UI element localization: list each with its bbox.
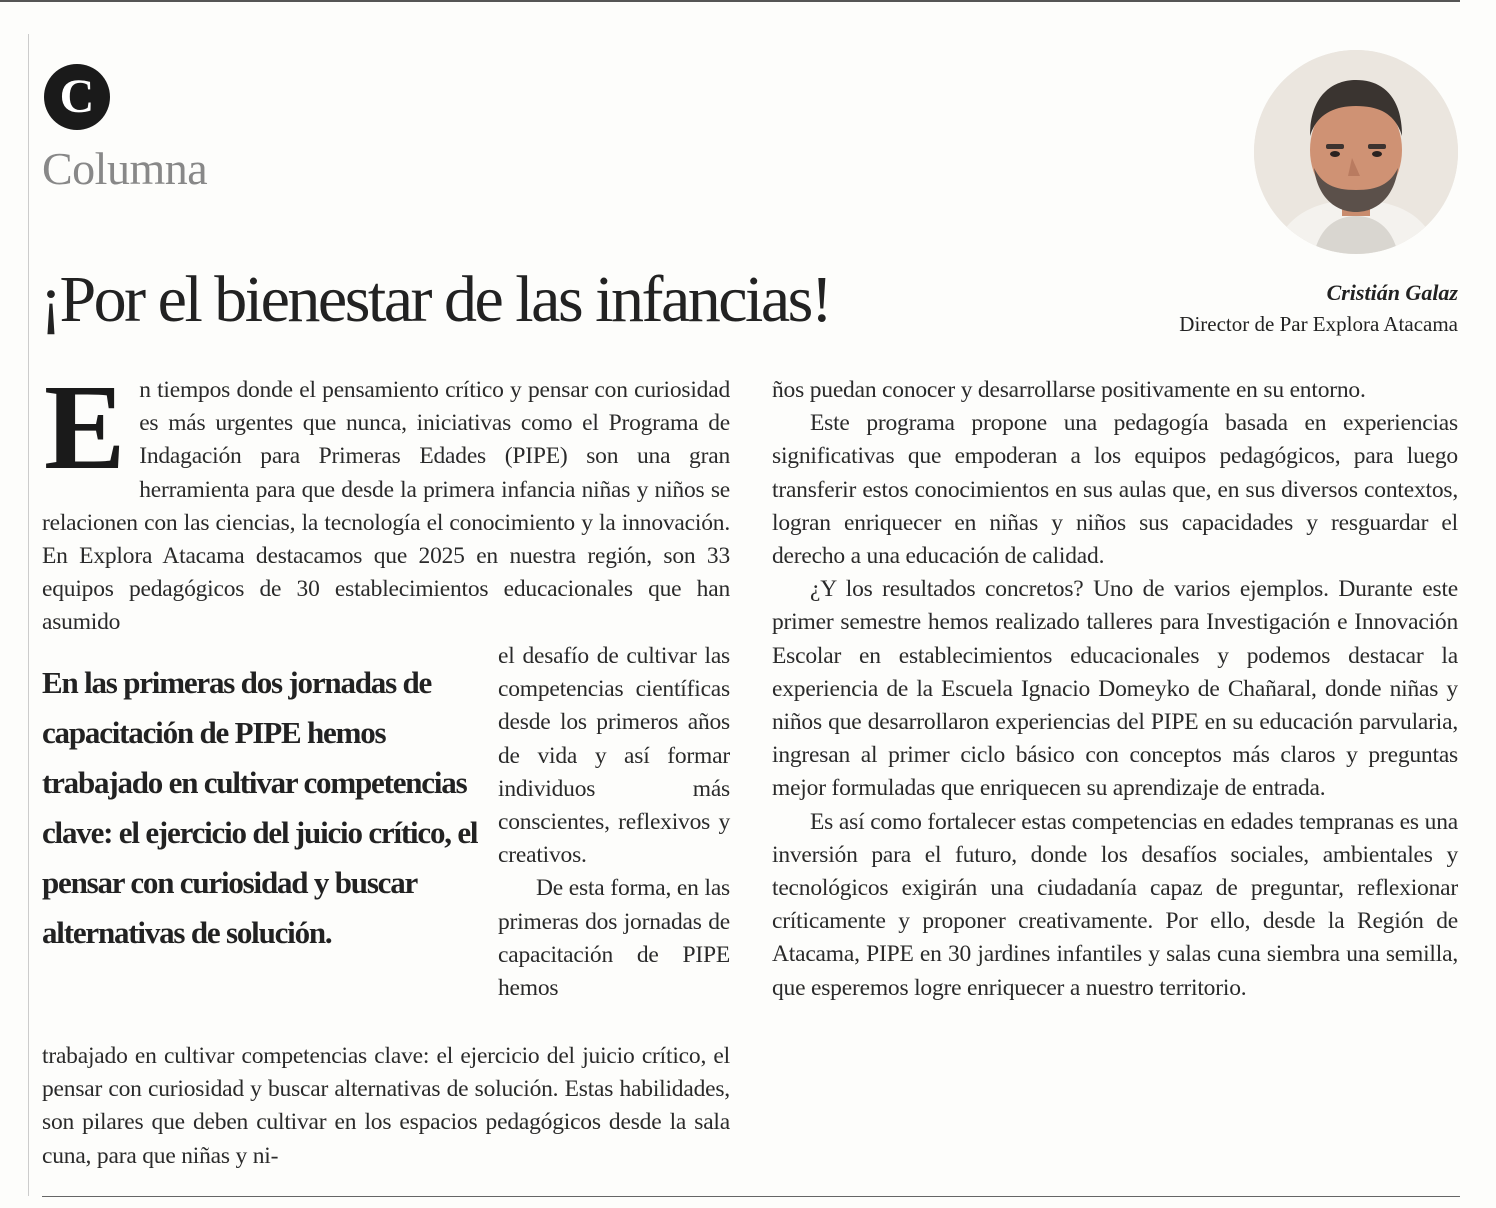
paragraph-2-continued: trabajado en cultivar competencias clave: el ejercicio del juicio crítico, el pensar con curiosidad y buscar alternativas de solución. Estas habilidades, son pilares que deben cultivar en los espacios pedagógicos desde la sala cuna, para que niñas y ni- bbox=[42, 1043, 730, 1169]
section-label: Columna bbox=[42, 143, 208, 194]
column-1-narrow bbox=[498, 640, 730, 1005]
paragraph-5: Es así como fortalecer estas competencias en edades tempranas es una inversión para el futuro, donde los desafíos sociales, ambientales y tecnológicos exigirán una ciudadanía capaz de preguntar, reflexionar críticamente y proponer creativamente. Por ello, desde la Región de Atacama, PIPE en 30 jardines infantiles y salas cuna siembra una semilla, que esperemos logre enriquecer a nuestro territorio. bbox=[772, 808, 1458, 1001]
paragraph-1 bbox=[42, 360, 730, 640]
column-1-top bbox=[42, 360, 730, 640]
paragraph-1-continued: el desafío de cultivar las competencias científicas desde los primeros años de vida y así formar individuos más conscientes, reflexivos y creativos. bbox=[498, 643, 730, 869]
column-1-bottom bbox=[42, 1040, 730, 1173]
bottom-rule bbox=[42, 1196, 1460, 1197]
author-portrait-icon bbox=[1254, 50, 1458, 254]
author-role: Director de Par Explora Atacama bbox=[1179, 312, 1458, 336]
column-2 bbox=[772, 374, 1458, 1005]
paragraph-3: Este programa propone una pedagogía basada en experiencias significativas que empoderan a los equipos pedagógicos, para luego transferir estos conocimientos en sus aulas que, en sus diversos contextos, logran enriquecer en niñas y niños sus capacidades y resguardar el derecho a una educación de calidad. bbox=[772, 410, 1458, 570]
pull-quote: En las primeras dos jornadas de capacitación de PIPE hemos trabajado en cultivar competencias clave: el ejercicio del juicio crítico, el pensar con curiosidad y buscar alternativas de solución. bbox=[42, 665, 478, 950]
drop-cap: E bbox=[44, 360, 126, 495]
paragraph-2-end: ños puedan conocer y desarrollarse positivamente en su entorno. bbox=[772, 377, 1366, 403]
left-margin-rule bbox=[28, 34, 29, 1196]
paragraph-4: ¿Y los resultados concretos? Uno de varios ejemplos. Durante este primer semestre hemos realizado talleres para Investigación e Innovación Escolar en establecimientos educacionales y podemos destacar la experiencia de la Escuela Ignacio Domeyko de Chañaral, donde niñas y niños que desarrollaron experiencias del PIPE en su educación parvularia, ingresan al primer ciclo básico con conceptos más claros y preguntas mejor formuladas que enriquecen su aprendizaje de entrada. bbox=[772, 576, 1458, 802]
section-badge: C bbox=[44, 64, 110, 130]
top-rule bbox=[0, 0, 1460, 2]
paragraph-1-text: n tiempos donde el pensamiento crítico y pensar con curiosidad es más urgentes que nunca, iniciativas como el Programa de Indagación para Primeras Edades (PIPE) son una gran herramienta para que desde la primera infancia niñas y niños se relacionen con las ciencias, la tecnología el conocimiento y la innovación. En Explora Atacama destacamos que 2025 en nuestra región, son 33 equipos pedagógicos de 30 establecimientos educacionales que han asumido bbox=[42, 377, 730, 636]
author-name: Cristián Galaz bbox=[1326, 280, 1458, 305]
paragraph-2-start: De esta forma, en las primeras dos jornadas de capacitación de PIPE hemos bbox=[498, 875, 730, 1002]
article-headline: ¡Por el bienestar de las infancias! bbox=[40, 263, 831, 336]
